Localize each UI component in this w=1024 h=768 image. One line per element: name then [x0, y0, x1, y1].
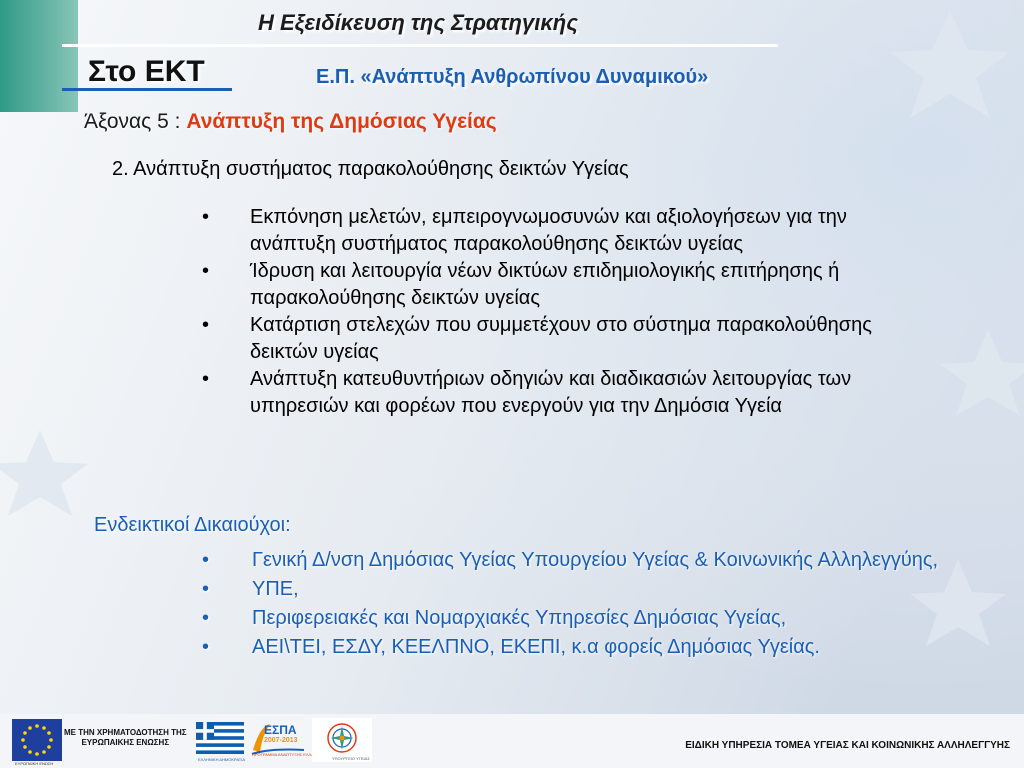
- measures-list: [198, 204, 878, 420]
- cofunding-line: ΕΥΡΩΠΑΙΚΗΣ ΕΝΩΣΗΣ: [81, 738, 170, 747]
- title-underline: [62, 44, 778, 47]
- beneficiary-item: • Περιφερειακές και Νομαρχιακές Υπηρεσίες Δημόσιας Υγείας,: [198, 604, 998, 633]
- axis-heading: [84, 110, 497, 134]
- measure-item: • Κατάρτιση στελεχών που συμμετέχουν στο σύστημα παρακολούθησης δεικτών υγείας: [198, 312, 878, 366]
- axis-title: Ανάπτυξη της Δημόσιας Υγείας: [186, 110, 497, 133]
- beneficiaries-list: [198, 546, 998, 662]
- beneficiary-item: • ΑΕΙ\ΤΕΙ, ΕΣΔΥ, ΚΕΕΛΠΝΟ, ΕΚΕΠΙ, κ.α φορείς Δημόσιας Υγείας.: [198, 633, 998, 662]
- cofunding-text: [64, 728, 187, 748]
- greek-flag-icon: [196, 722, 244, 754]
- footer-bar: [0, 714, 1024, 768]
- fund-label: Στο ΕΚΤ: [88, 55, 205, 88]
- cofunding-line: ΜΕ ΤΗΝ ΧΡΗΜΑΤΟΔΟΤΗΣΗ ΤΗΣ: [64, 728, 187, 737]
- beneficiaries-heading: Ενδεικτικοί Δικαιούχοι:: [94, 514, 291, 536]
- fund-underline: [62, 88, 232, 91]
- measure-item: • Ίδρυση και λειτουργία νέων δικτύων επιδημιολογικής επιτήρησης ή παρακολούθησης δεικτών υγείας: [198, 258, 878, 312]
- beneficiary-item: • ΥΠΕ,: [198, 575, 998, 604]
- greek-caption: ΕΛΛΗΝΙΚΗ ΔΗΜΟΚΡΑΤΙΑ: [198, 757, 245, 762]
- espa-name: ΕΣΠΑ: [264, 723, 297, 737]
- measure-item: • Ανάπτυξη κατευθυντήριων οδηγιών και διαδικασιών λειτουργίας των υπηρεσιών και φορέων που ενεργούν για την Δημόσια Υγεία: [198, 366, 878, 420]
- eu-caption: ΕΥΡΩΠΑΪΚΗ ΕΝΩΣΗ: [15, 761, 54, 766]
- measure-item: • Εκπόνηση μελετών, εμπειρογνωμοσυνών και αξιολογήσεων για την ανάπτυξη συστήματος παρακολούθησης δεικτών υγείας: [198, 204, 878, 258]
- programme-title: Ε.Π. «Ανάπτυξη Ανθρωπίνου Δυναμικού»: [316, 66, 709, 88]
- eu-flag-icon: [12, 719, 62, 761]
- section-subheading: 2. Ανάπτυξη συστήματος παρακολούθησης δεικτών Υγείας: [112, 158, 629, 180]
- emblem-caption: ΥΠΟΥΡΓΕΙΟ ΥΓΕΙΑΣ: [332, 756, 370, 761]
- agency-name: ΕΙΔΙΚΗ ΥΠΗΡΕΣΙΑ ΤΟΜΕΑ ΥΓΕΙΑΣ ΚΑΙ ΚΟΙΝΩΝΙΚΗΣ ΑΛΛΗΛΕΓΓΥΗΣ: [685, 740, 1010, 751]
- strategy-title: Η Εξειδίκευση της Στρατηγικής: [258, 10, 578, 35]
- espa-caption: ΠΡΟΓΡΑΜΜΑ ΑΝΑΠΤΥΞΗΣ ΕΛΛΑΔΑΣ: [252, 752, 322, 757]
- axis-label: Άξονας 5 :: [84, 110, 181, 133]
- espa-years: 2007-2013: [264, 737, 298, 744]
- beneficiary-item: • Γενική Δ/νση Δημόσιας Υγείας Υπουργείου Υγείας & Κοινωνικής Αλληλεγγύης,: [198, 546, 998, 575]
